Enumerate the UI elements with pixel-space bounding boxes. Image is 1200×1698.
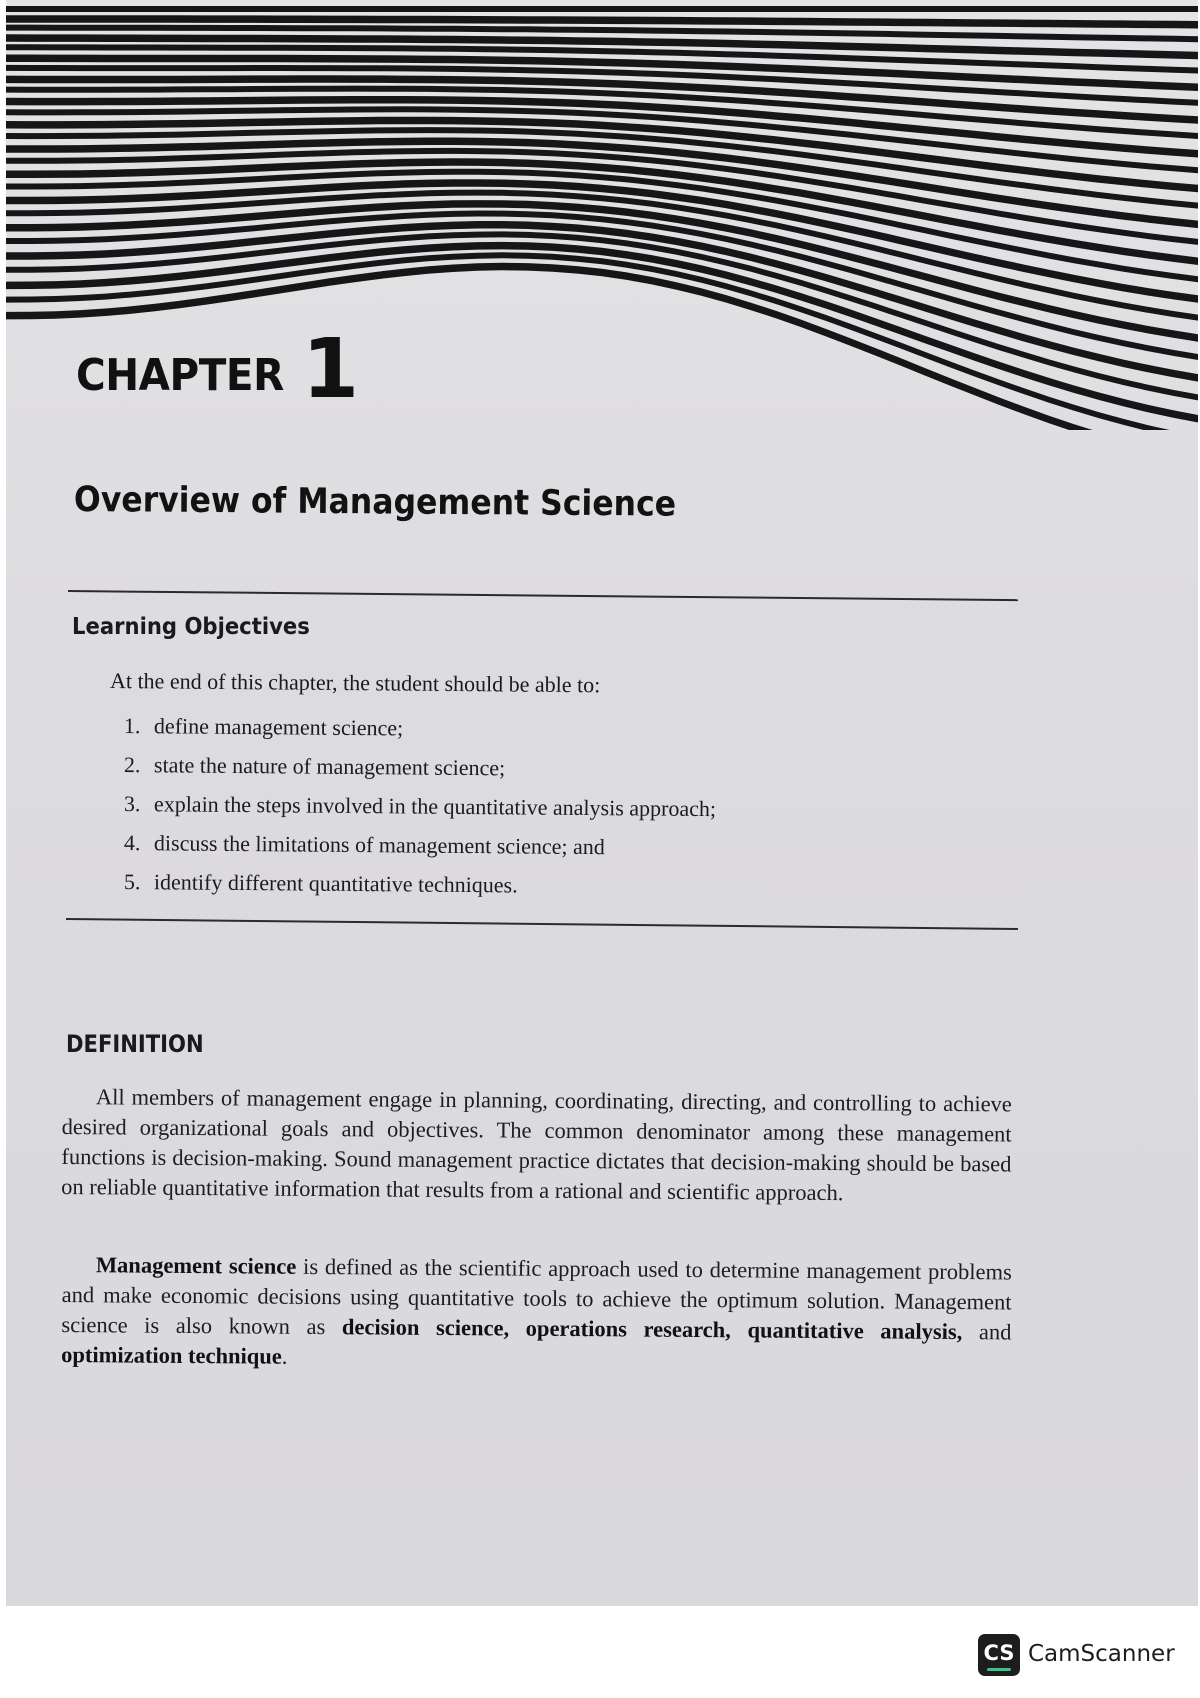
objectives-list xyxy=(124,706,716,901)
objective-text: discuss the limitations of management science; and xyxy=(153,830,605,860)
objective-text: define management science; xyxy=(153,713,404,741)
definition-text: is defined as the scientific approach used to determine management problems and make economic decisions using quantitative tools to achieve the optimum solution. Management science is also known as xyxy=(61,1253,1012,1340)
chapter-number: 1 xyxy=(302,322,360,417)
conjunction-and: and xyxy=(962,1319,1012,1345)
wave-stripe xyxy=(6,6,1198,12)
objective-item xyxy=(124,823,716,867)
term-alt-3: optimization technique xyxy=(61,1341,282,1369)
camscanner-logo-icon: CS xyxy=(978,1634,1020,1676)
definition-paragraph-2 xyxy=(61,1250,1012,1377)
objective-text: state the nature of management science; xyxy=(153,752,506,781)
definition-paragraph-1-text: All members of management engage in planning, coordinating, directing, and controlling to achieve desired organizational goals and objectives. The common denominator among these management functions is decision-making. Sound management practice dictates that decision-making should be based on reliable quantitative information that results from a rational and scientific approach. xyxy=(61,1084,1012,1206)
objective-item xyxy=(124,745,716,789)
term-management-science: Management science xyxy=(95,1252,297,1279)
camscanner-watermark: CamScanner xyxy=(1028,1641,1175,1667)
learning-objectives-heading: Learning Objectives xyxy=(72,614,310,640)
objective-number: 1. xyxy=(123,713,141,739)
divider-bottom xyxy=(66,918,1018,930)
objective-item xyxy=(124,784,716,828)
period: . xyxy=(281,1343,288,1369)
divider-top xyxy=(68,590,1018,601)
term-alt-1: decision science, operations research, xyxy=(341,1314,731,1343)
chapter-title: Overview of Management Science xyxy=(73,480,677,525)
chapter-label: CHAPTER xyxy=(76,350,284,401)
objective-text: explain the steps involved in the quantitative analysis approach; xyxy=(153,791,717,822)
learning-objectives-intro: At the end of this chapter, the student should be able to: xyxy=(109,668,601,698)
objective-number: 4. xyxy=(123,830,141,856)
objective-number: 2. xyxy=(123,752,141,778)
objective-text: identify different quantitative techniques. xyxy=(153,869,518,898)
term-alt-2: quantitative analysis, xyxy=(747,1317,963,1345)
book-page xyxy=(6,0,1198,1606)
objective-item xyxy=(124,862,716,906)
definition-heading: DEFINITION xyxy=(66,1030,204,1058)
definition-paragraph-1 xyxy=(61,1082,1012,1209)
objective-number: 5. xyxy=(123,869,141,895)
objective-item xyxy=(124,706,716,750)
objective-number: 3. xyxy=(123,791,141,817)
